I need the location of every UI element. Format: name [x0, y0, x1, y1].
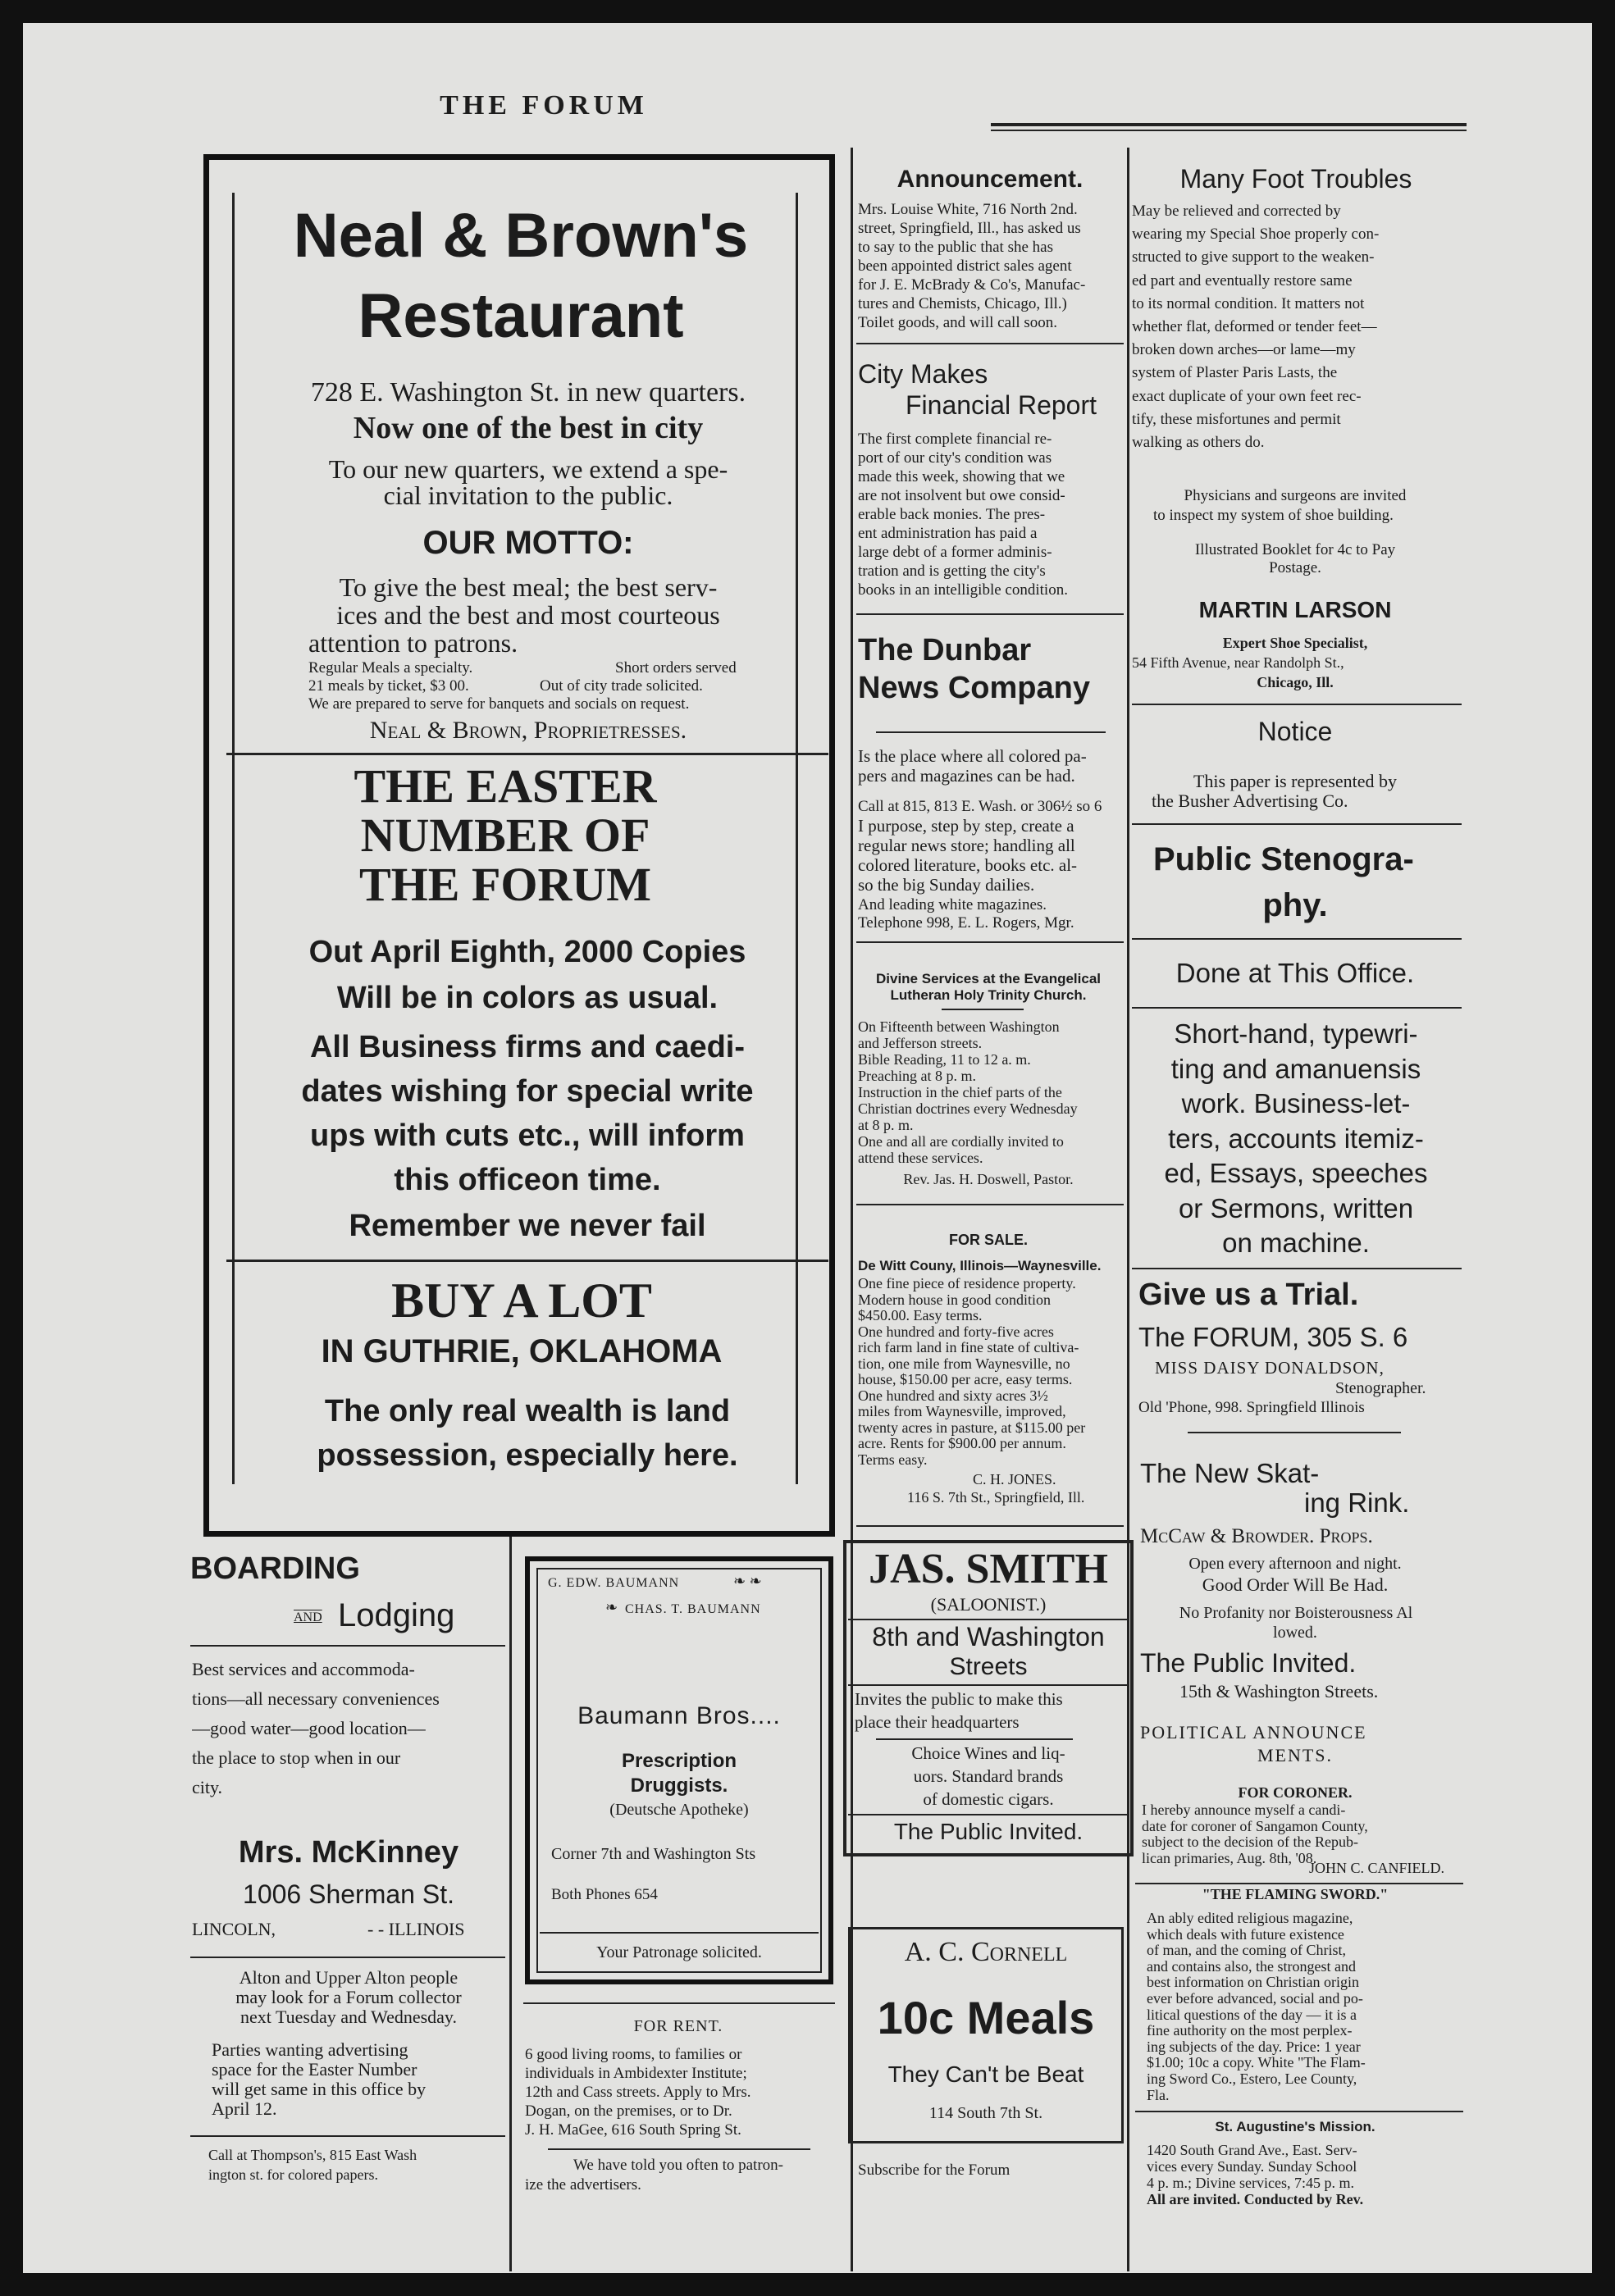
rink-title: ing Rink.	[1304, 1487, 1410, 1518]
box-divider	[848, 1814, 1129, 1815]
baumann-title: Baumann Bros....	[577, 1702, 781, 1729]
easter-line: this officeon time.	[394, 1163, 661, 1197]
boarding-title: BOARDING	[190, 1551, 360, 1586]
steno-title: phy.	[1262, 887, 1328, 923]
for-sale-sub: De Witt Couny, Illinois—Waynesville.	[858, 1258, 1102, 1273]
augustine-title: St. Augustine's Mission.	[1215, 2119, 1375, 2134]
rink-profanity: No Profanity nor Boisterousness Al	[1179, 1604, 1413, 1622]
text-line: large debt of a former adminis-	[858, 544, 1052, 561]
baumann-corner: Corner 7th and Washington Sts	[551, 1845, 756, 1863]
rink-props: McCaw & Browder. Props.	[1140, 1525, 1373, 1547]
text-line: April 12.	[212, 2099, 277, 2119]
text-line: at 8 p. m.	[858, 1117, 914, 1133]
dunbar-intro	[858, 746, 1122, 786]
section-rule	[856, 1204, 1124, 1205]
smith-address: Streets	[949, 1653, 1028, 1680]
rink-profanity: lowed.	[1273, 1624, 1317, 1642]
motto-heading: OUR MOTTO:	[422, 525, 634, 561]
text-line: date for coroner of Sangamon County,	[1142, 1818, 1368, 1834]
text-line: On Fifteenth between Washington	[858, 1018, 1060, 1035]
text-line: tions—all necessary conveniences	[192, 1688, 440, 1709]
neal-brown-invite: To our new quarters, we extend a spe-	[328, 454, 728, 484]
text-line: An ably edited religious magazine,	[1147, 1911, 1353, 1926]
text-line: lican primaries, Aug. 8th, '08.	[1142, 1850, 1317, 1866]
section-rule	[190, 1645, 505, 1647]
text-line: tify, these misfortunes and permit	[1132, 410, 1341, 428]
lot-sub: IN GUTHRIE, OKLAHOMA	[321, 1333, 723, 1369]
text-line: erable back monies. The pres-	[858, 506, 1046, 523]
section-rule	[1188, 1432, 1401, 1433]
dunbar-title: News Company	[858, 671, 1090, 705]
mckinney-city: LINCOLN,	[192, 1919, 276, 1939]
section-rule	[856, 1525, 1124, 1527]
shoe-specialist: Expert Shoe Specialist,	[1222, 635, 1368, 651]
fleuron-icon: ❧	[605, 1599, 618, 1615]
rink-title: The New Skat-	[1140, 1458, 1320, 1488]
page-header-title: THE FORUM	[440, 90, 648, 121]
section-rule	[1132, 1007, 1462, 1009]
announcement-title: Announcement.	[896, 166, 1084, 193]
rink-order: Good Order Will Be Had.	[1202, 1574, 1389, 1595]
coroner-signature: JOHN C. CANFIELD.	[1309, 1860, 1445, 1876]
header-rule-thin	[991, 130, 1467, 131]
notice-text: This paper is represented by	[1193, 771, 1398, 791]
column-rule	[1127, 148, 1129, 2271]
text-line: which deals with future existence	[1147, 1926, 1344, 1943]
notice-text: the Busher Advertising Co.	[1152, 790, 1348, 811]
text-line: One hundred and forty-five acres	[858, 1323, 1054, 1340]
section-rule	[190, 1957, 505, 1958]
text-line: $450.00. Easy terms.	[858, 1308, 983, 1323]
for-rent-text	[525, 2045, 835, 2139]
announcement-text	[858, 200, 1122, 332]
text-line: Christian doctrines every Wednesday	[858, 1100, 1078, 1117]
parties-text	[212, 2040, 507, 2119]
text-line: broken down arches—or lame—my	[1132, 341, 1356, 359]
text-line: house, $150.00 per acre, easy terms.	[858, 1372, 1073, 1387]
smith-public-invited: The Public Invited.	[893, 1819, 1084, 1844]
steno-trial: Give us a Trial.	[1138, 1278, 1359, 1312]
sword-title: "THE FLAMING SWORD."	[1202, 1886, 1389, 1902]
patronize-note: We have told you often to patron-	[573, 2157, 783, 2174]
text-line: individuals in Ambidexter Institute;	[525, 2065, 747, 2082]
text-line: Short-hand, typewri-	[1174, 1018, 1418, 1049]
section-rule	[1132, 823, 1462, 825]
lutheran-title: Divine Services at the Evangelical	[875, 971, 1102, 986]
coroner-title: FOR CORONER.	[1238, 1784, 1353, 1801]
dunbar-white: And leading white magazines.	[858, 896, 1047, 913]
text-line: attend these services.	[858, 1150, 983, 1166]
text-line: Terms easy.	[858, 1451, 928, 1468]
easter-line: All Business firms and caedi-	[309, 1030, 746, 1064]
text-line: I hereby announce myself a candi-	[1142, 1802, 1346, 1818]
text-line: ing subjects of the day. Price: 1 year	[1147, 2039, 1361, 2055]
steno-title: Public Stenogra-	[1153, 841, 1414, 877]
patronize-note: ize the advertisers.	[525, 2176, 641, 2194]
section-rule	[942, 1009, 1024, 1010]
text-line: Preaching at 8 p. m.	[858, 1068, 976, 1084]
neal-brown-address: 728 E. Washington St. in new quarters.	[310, 377, 746, 408]
text-line: twenty acres in pasture, at $115.00 per	[858, 1419, 1086, 1436]
text-line: rich farm land in fine state of cultiva-	[858, 1340, 1079, 1355]
saloonist: (SALOONIST.)	[930, 1594, 1047, 1615]
larson-city: Chicago, Ill.	[1257, 674, 1334, 690]
lutheran-pastor: Rev. Jas. H. Doswell, Pastor.	[903, 1171, 1074, 1187]
text-line: One fine piece of residence property.	[858, 1276, 1076, 1292]
for-sale-text	[858, 1276, 1122, 1468]
text-line: been appointed district sales agent	[858, 257, 1072, 275]
text-line: I purpose, step by step, create a	[858, 816, 1074, 836]
coroner-text	[1142, 1802, 1458, 1866]
cornell-title: A. C. Cornell	[904, 1937, 1068, 1967]
text-line: may look for a Forum collector	[235, 1988, 462, 2007]
foot-booklet: Illustrated Booklet for 4c to Pay	[1194, 541, 1396, 558]
text-line: J. H. MaGee, 616 South Spring St.	[525, 2121, 741, 2139]
text-line: litical questions of the day — it is a	[1147, 2007, 1357, 2023]
ad-divider	[226, 1260, 828, 1262]
section-rule	[548, 2148, 810, 2150]
foot-title: Many Foot Troubles	[1179, 164, 1412, 194]
foot-booklet: Postage.	[1269, 559, 1321, 576]
text-line: next Tuesday and Wednesday.	[240, 2007, 458, 2027]
text-line: to say to the public that she has	[858, 239, 1053, 256]
section-rule	[1135, 2111, 1463, 2112]
box-divider	[540, 1932, 819, 1934]
newspaper-page	[23, 23, 1592, 2273]
text-line: Call at 815, 813 E. Wash. or 306½ so 6	[858, 798, 1102, 815]
text-line: acre. Rents for $900.00 per annum.	[858, 1436, 1066, 1451]
text-line: will get same in this office by	[212, 2080, 427, 2099]
text-line: ent administration has paid a	[858, 525, 1038, 542]
cornell-address: 114 South 7th St.	[928, 2104, 1043, 2122]
dunbar-title: The Dunbar	[858, 633, 1032, 667]
text-line: for J. E. McBrady & Co's, Manufac-	[858, 276, 1086, 294]
steno-forum: The FORUM, 305 S. 6	[1138, 1322, 1408, 1352]
text-line: Dogan, on the premises, or to Dr.	[525, 2102, 732, 2120]
baumann-name: CHAS. T. BAUMANN	[625, 1602, 761, 1616]
fleuron-icon: ❧ ❧	[733, 1573, 762, 1589]
foot-text	[1132, 200, 1458, 454]
easter-title: THE EASTER	[354, 759, 657, 813]
text-line: to its normal condition. It matters not	[1132, 294, 1365, 312]
text-line: ed, Essays, speeches	[1164, 1158, 1428, 1188]
text-line: ever before advanced, social and po-	[1147, 1990, 1363, 2007]
mckinney-state: - - ILLINOIS	[367, 1919, 465, 1939]
dunbar-phone: Telephone 998, E. L. Rogers, Mgr.	[858, 914, 1074, 932]
section-rule	[1132, 704, 1462, 705]
dunbar-text	[858, 797, 1122, 895]
smith-wines: Choice Wines and liq-	[911, 1743, 1065, 1763]
rink-open: Open every afternoon and night.	[1188, 1555, 1402, 1573]
boarding-text	[192, 1655, 507, 1802]
text-line: Mrs. Louise White, 716 North 2nd.	[858, 201, 1078, 218]
text-line: All are invited. Conducted by Rev.	[1147, 2191, 1364, 2207]
lodging-title: Lodging	[338, 1597, 455, 1633]
text-line: $1.00; 10c a copy. White "The Flam-	[1147, 2055, 1366, 2071]
sword-text	[1147, 1911, 1460, 2103]
text-line: whether flat, deformed or tender feet—	[1132, 318, 1377, 336]
restaurant-title: Restaurant	[358, 281, 684, 351]
for-sale-address: 116 S. 7th St., Springfield, Ill.	[907, 1489, 1085, 1506]
easter-line: Out April Eighth, 2000 Copies	[308, 935, 746, 969]
thompson-note: Call at Thompson's, 815 East Wash	[208, 2147, 417, 2163]
political-title: MENTS.	[1257, 1745, 1334, 1765]
text-line: or Sermons, written	[1178, 1192, 1414, 1223]
easter-line: Will be in colors as usual.	[336, 981, 719, 1015]
rink-invited: The Public Invited.	[1140, 1648, 1357, 1678]
text-line: The first complete financial re-	[858, 430, 1052, 448]
motto-text: attention to patrons.	[308, 628, 518, 658]
notice-title: Notice	[1257, 717, 1333, 746]
text-line: Instruction in the chief parts of the	[858, 1084, 1062, 1100]
proprietresses: Neal & Brown, Proprietresses.	[369, 717, 687, 744]
lot-line: possession, especially here.	[317, 1438, 738, 1473]
text-line: Alton and Upper Alton people	[239, 1968, 458, 1988]
section-rule	[876, 731, 1106, 733]
text-line: Is the place where all colored pa-	[858, 746, 1087, 766]
steno-phone: Old 'Phone, 998. Springfield Illinois	[1138, 1399, 1365, 1416]
easter-line: Remember we never fail	[349, 1209, 706, 1243]
city-report-title: Financial Report	[906, 390, 1097, 420]
text-line: of man, and the coming of Christ,	[1147, 1943, 1346, 1959]
cornell-beat: They Can't be Beat	[887, 2061, 1084, 2087]
baumann-phones: Both Phones 654	[551, 1886, 658, 1903]
for-sale-title: FOR SALE.	[948, 1232, 1028, 1248]
section-rule	[523, 2002, 835, 2004]
easter-title: NUMBER OF	[360, 809, 650, 862]
text-line: Modern house in good condition	[858, 1292, 1051, 1308]
text-line: system of Plaster Paris Lasts, the	[1132, 364, 1338, 382]
martin-larson: MARTIN LARSON	[1198, 597, 1392, 622]
text-line: work. Business-let-	[1181, 1088, 1411, 1118]
text-line: so the big Sunday dailies.	[858, 875, 1035, 895]
column-rule	[509, 1537, 512, 2271]
text-line: ed part and eventually restore same	[1132, 271, 1353, 289]
for-rent-title: FOR RENT.	[633, 2017, 723, 2035]
text-line: books in an intelligible condition.	[858, 581, 1068, 599]
meals-ticket: 21 meals by ticket, $3 00.	[308, 677, 469, 695]
text-line: ing Sword Co., Estero, Lee County,	[1147, 2070, 1357, 2087]
short-orders: Short orders served	[615, 659, 737, 676]
mckinney-address: 1006 Sherman St.	[243, 1879, 454, 1909]
neal-brown-invite: cial invitation to the public.	[383, 481, 673, 510]
smith-invites: place their headquarters	[855, 1712, 1020, 1732]
motto-text: To give the best meal; the best serv-	[339, 572, 718, 602]
section-rule	[1135, 1883, 1463, 1884]
text-line: structed to give support to the weaken-	[1132, 248, 1375, 266]
baumann-name: G. EDW. BAUMANN	[548, 1576, 680, 1590]
text-line: tures and Chemists, Chicago, Ill.)	[858, 295, 1067, 312]
neal-brown-title: Neal & Brown's	[293, 201, 749, 271]
text-line: are not insolvent but owe consid-	[858, 487, 1065, 504]
section-rule	[190, 2135, 505, 2137]
text-line: best information on Christian origin	[1147, 1975, 1359, 1991]
text-line: port of our city's condition was	[858, 449, 1052, 467]
druggists: Druggists.	[630, 1774, 728, 1797]
steno-word: Stenographer.	[1335, 1379, 1426, 1397]
smith-wines: uors. Standard brands	[913, 1766, 1064, 1786]
text-line: the place to stop when in our	[192, 1747, 401, 1768]
section-rule	[856, 343, 1124, 344]
box-divider	[848, 1684, 1129, 1686]
steno-done: Done at This Office.	[1175, 958, 1415, 988]
text-line: Toilet goods, and will call soon.	[858, 314, 1058, 331]
header-rule	[991, 123, 1467, 126]
text-line: tion, one mile from Waynesville, no	[858, 1355, 1070, 1372]
steno-miss: MISS DAISY DONALDSON,	[1155, 1358, 1385, 1378]
steno-text	[1132, 1017, 1460, 1261]
text-line: 12th and Cass streets. Apply to Mrs.	[525, 2084, 751, 2101]
easter-line: dates wishing for special write	[301, 1074, 754, 1109]
text-line: tration and is getting the city's	[858, 563, 1046, 580]
text-line: miles from Waynesville, improved,	[858, 1404, 1066, 1419]
lot-line: The only real wealth is land	[324, 1394, 731, 1428]
text-line: Fla.	[1147, 2087, 1170, 2103]
text-line: Best services and accommoda-	[192, 1659, 415, 1679]
easter-line: ups with cuts etc., will inform	[310, 1118, 745, 1153]
lutheran-text	[858, 1018, 1122, 1166]
subscribe-note: Subscribe for the Forum	[858, 2162, 1011, 2179]
text-line: pers and magazines can be had.	[858, 766, 1075, 786]
text-line: ting and amanuensis	[1170, 1053, 1421, 1084]
deutsche-apotheke: (Deutsche Apotheke)	[609, 1801, 749, 1819]
political-title: POLITICAL ANNOUNCE	[1140, 1722, 1367, 1742]
motto-text: ices and the best and most courteous	[336, 600, 720, 630]
neal-brown-best: Now one of the best in city	[353, 411, 704, 445]
banquets: We are prepared to serve for banquets and socials on request.	[308, 695, 690, 713]
section-rule	[856, 613, 1124, 615]
foot-physicians: Physicians and surgeons are invited	[1184, 487, 1407, 504]
for-sale-signature: C. H. JONES.	[973, 1471, 1056, 1487]
text-line: subject to the decision of the Repub-	[1142, 1834, 1358, 1850]
text-line: fine authority on the most perplex-	[1147, 2023, 1353, 2039]
city-report-title: City Makes	[858, 359, 988, 389]
text-line: street, Springfield, Ill., has asked us	[858, 220, 1081, 237]
text-line: on machine.	[1222, 1228, 1370, 1258]
smith-wines: of domestic cigars.	[923, 1789, 1054, 1809]
text-line: wearing my Special Shoe properly con-	[1132, 226, 1380, 244]
text-line: —good water—good location—	[192, 1718, 426, 1738]
text-line: May be relieved and corrected by	[1132, 203, 1341, 220]
alton-text	[190, 1968, 507, 2027]
section-rule	[856, 941, 1124, 943]
text-line: regular news store; handling all	[858, 836, 1075, 855]
cornell-meals: 10c Meals	[877, 1992, 1095, 2043]
text-line: vices every Sunday. Sunday School	[1147, 2158, 1357, 2175]
foot-physicians: to inspect my system of shoe building.	[1153, 507, 1394, 524]
easter-title: THE FORUM	[358, 858, 652, 911]
text-line: and Jefferson streets.	[858, 1035, 983, 1051]
text-line: and contains also, the strongest and	[1147, 1958, 1356, 1975]
text-line: One hundred and sixty acres 3½	[858, 1387, 1048, 1404]
text-line: 4 p. m.; Divine services, 7:45 p. m.	[1147, 2175, 1354, 2191]
augustine-text	[1147, 2142, 1460, 2207]
rink-streets: 15th & Washington Streets.	[1179, 1681, 1379, 1702]
section-rule	[1132, 938, 1462, 940]
box-divider	[848, 1619, 1129, 1620]
text-line: ters, accounts itemiz-	[1168, 1123, 1424, 1154]
baumann-patronage: Your Patronage solicited.	[596, 1943, 762, 1961]
ad-divider	[226, 753, 828, 755]
larson-address: 54 Fifth Avenue, near Randolph St.,	[1132, 654, 1344, 671]
regular-meals: Regular Meals a specialty.	[308, 659, 473, 676]
smith-address: 8th and Washington	[872, 1622, 1105, 1651]
lot-title: BUY A LOT	[391, 1273, 652, 1328]
jas-smith-title: JAS. SMITH	[869, 1546, 1108, 1592]
text-line: 1420 South Grand Ave., East. Serv-	[1147, 2142, 1357, 2158]
text-line: colored literature, books etc. al-	[858, 855, 1078, 875]
prescription: Prescription	[621, 1750, 737, 1772]
smith-invites: Invites the public to make this	[855, 1689, 1063, 1709]
text-line: One and all are cordially invited to	[858, 1133, 1064, 1150]
text-line: Bible Reading, 11 to 12 a. m.	[858, 1051, 1031, 1068]
text-line: made this week, showing that we	[858, 468, 1065, 485]
box-divider	[876, 1738, 1073, 1740]
lutheran-title: Lutheran Holy Trinity Church.	[890, 987, 1087, 1003]
boarding-and: AND	[294, 1610, 322, 1624]
mckinney-name: Mrs. McKinney	[238, 1835, 459, 1870]
text-line: space for the Easter Number	[212, 2060, 417, 2080]
text-line: 6 good living rooms, to families or	[525, 2046, 742, 2063]
text-line: Parties wanting advertising	[212, 2040, 408, 2060]
city-report-text	[858, 430, 1122, 599]
text-line: city.	[192, 1777, 223, 1797]
section-rule	[1132, 1268, 1462, 1269]
thompson-note: ington st. for colored papers.	[208, 2166, 378, 2183]
out-of-city: Out of city trade solicited.	[540, 677, 703, 695]
text-line: exact duplicate of your own feet rec-	[1132, 387, 1362, 405]
text-line: walking as others do.	[1132, 434, 1265, 452]
